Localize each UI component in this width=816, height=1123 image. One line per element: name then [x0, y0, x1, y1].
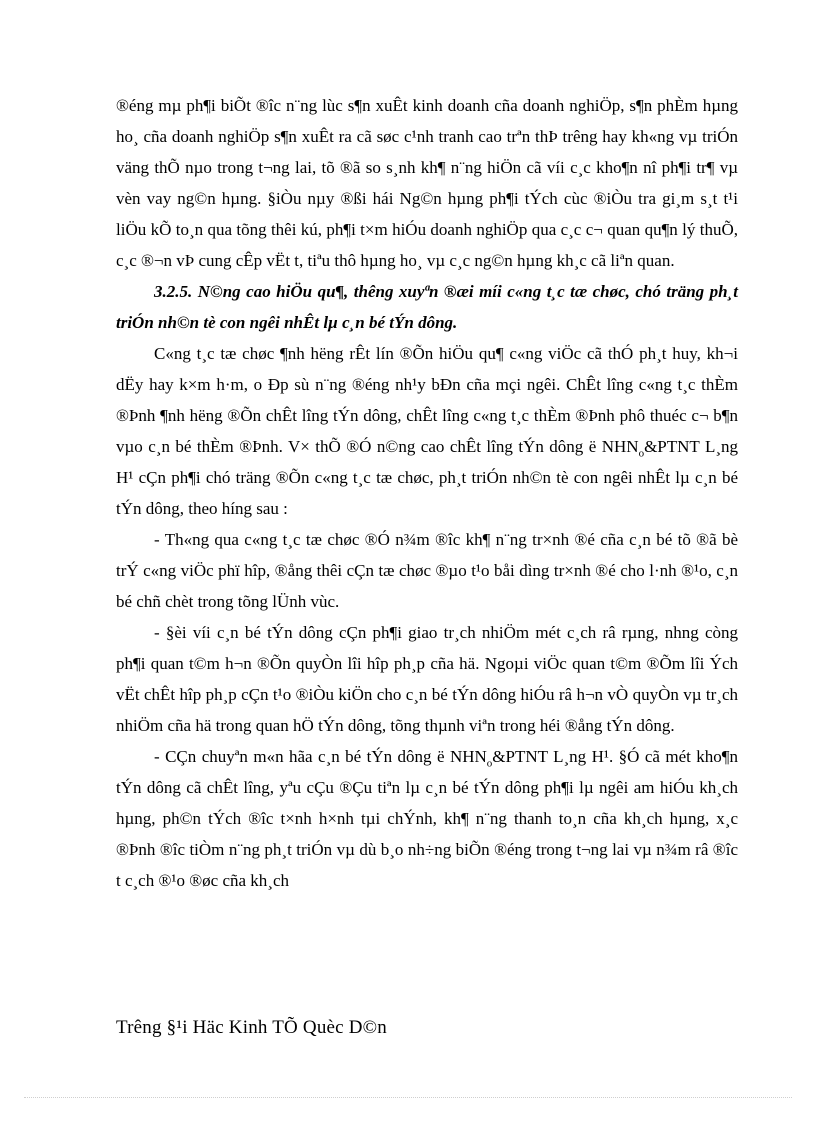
bullet-3-text: - CÇn chuyªn m«n hãa c¸n bé tÝn dông ë NHN: [154, 747, 487, 766]
bullet-3-end: &PTNT L¸ng H¹. §Ó cã mét kho¶n tÝn dông cã chÊt lîng, yªu cÇu ®Çu tiªn lµ c¸n bé tÝn dông ph¶i lµ ngêi am hiÓu kh¸ch hµng, ph©n tÝch ®îc t×nh h×nh tµi chÝnh, kh¶ n¨ng thanh to¸n cña kh¸ch hµng, x¸c ®Þnh ®îc tiÒm n¨ng ph¸t triÓn vµ dù b¸o nh÷ng biÕn ®éng trong t¬ng lai vµ n¾m râ ®îc t c¸ch ®¹o ®øc cña kh¸ch: [116, 747, 738, 890]
paragraph-2-text: C«ng t¸c tæ chøc ¶nh hëng rÊt lín ®Õn hiÖu qu¶ c«ng viÖc cã thÓ ph¸t huy, kh¬i dËy hay k×m h·m, o Ðp sù n¨ng ®éng nh¹y bÐn cña mçi ngêi. ChÊt lîng c«ng t¸c thÈm ®Þnh ¶nh hëng ®Õn chÊt lîng tÝn dông, chÊt lîng c«ng t¸c thÈm ®Þnh phô thuéc c¬ b¶n vµo c¸n bé thÈm ®Þnh. V× thÕ ®Ó n©ng cao chÊt lîng tÝn dông ë NHN: [116, 344, 738, 456]
paragraph-2: [116, 338, 738, 524]
bullet-3: [116, 741, 738, 896]
paragraph-2-end: &PTNT L¸ng H¹ cÇn ph¶i chó träng ®Õn c«ng t¸c tæ chøc, ph¸t triÓn nh©n tè con ngêi nhÊt lµ c¸n bé tÝn dông, theo híng sau :: [116, 437, 738, 518]
paragraph-1: ®éng mµ ph¶i biÕt ®îc n¨ng lùc s¶n xuÊt kinh doanh cña doanh nghiÖp, s¶n phÈm hµng ho¸ cña doanh nghiÖp s¶n xuÊt ra cã søc c¹nh tranh cao trªn thÞ trêng hay kh«ng vµ triÓn väng thÕ nµo trong t¬ng lai, tõ ®ã so s¸nh kh¶ n¨ng hiÖn cã víi c¸c kho¶n nî ph¶i tr¶ vµ vèn vay ng©n hµng. §iÒu nµy ®ßi hái Ng©n hµng ph¶i tÝch cùc ®iÒu tra gi¸m s¸t t¹i liÖu kÕ to¸n qua tõng thêi kú, ph¶i t×m hiÓu doanh nghiÖp qua c¸c c¬ quan qu¶n lý thuÕ, c¸c ®¬n vÞ cung cÊp vËt t, tiªu thô hµng ho¸ vµ c¸c ng©n hµng kh¸c cã liªn quan.: [116, 96, 738, 270]
bullet-1: - Th«ng qua c«ng t¸c tæ chøc ®Ó n¾m ®îc kh¶ n¨ng tr×nh ®é cña c¸n bé tõ ®ã bè trÝ c«ng viÖc phï hîp, ®ång thêi cÇn tæ chøc ®µo t¹o båi dìng tr×nh ®é cho l·nh ®¹o, c¸n bé chñ chèt trong tõng lÜnh vùc.: [116, 530, 738, 611]
footer-divider: [24, 1097, 792, 1098]
page-body: [116, 90, 738, 896]
section-heading: 3.2.5. N©ng cao hiÖu qu¶, thêng xuyªn ®æi míi c«ng t¸c tæ chøc, chó träng ph¸t triÓn nh©n tè con ngêi nhÊt lµ c¸n bé tÝn dông.: [116, 282, 738, 332]
page-footer: Trêng §¹i Häc Kinh TÕ Quèc D©n: [116, 1017, 387, 1038]
bank-subscript-2: o: [486, 757, 493, 770]
bullet-2: - §èi víi c¸n bé tÝn dông cÇn ph¶i giao tr¸ch nhiÖm mét c¸ch râ rµng, nhng còng ph¶i quan t©m h¬n ®Õn quyÒn lîi hîp ph¸p cña hä. Ngoµi viÖc quan t©m ®Õm lîi Ých vËt chÊt hîp ph¸p cÇn t¹o ®iÒu kiÖn cho c¸n bé tÝn dông hiÓu râ h¬n vÒ quyÒn vµ tr¸ch nhiÖm cña hä trong quan hÖ tÝn dông, tõng thµnh viªn trong héi ®ång tÝn dông.: [116, 623, 738, 735]
bank-subscript: o: [638, 447, 645, 460]
